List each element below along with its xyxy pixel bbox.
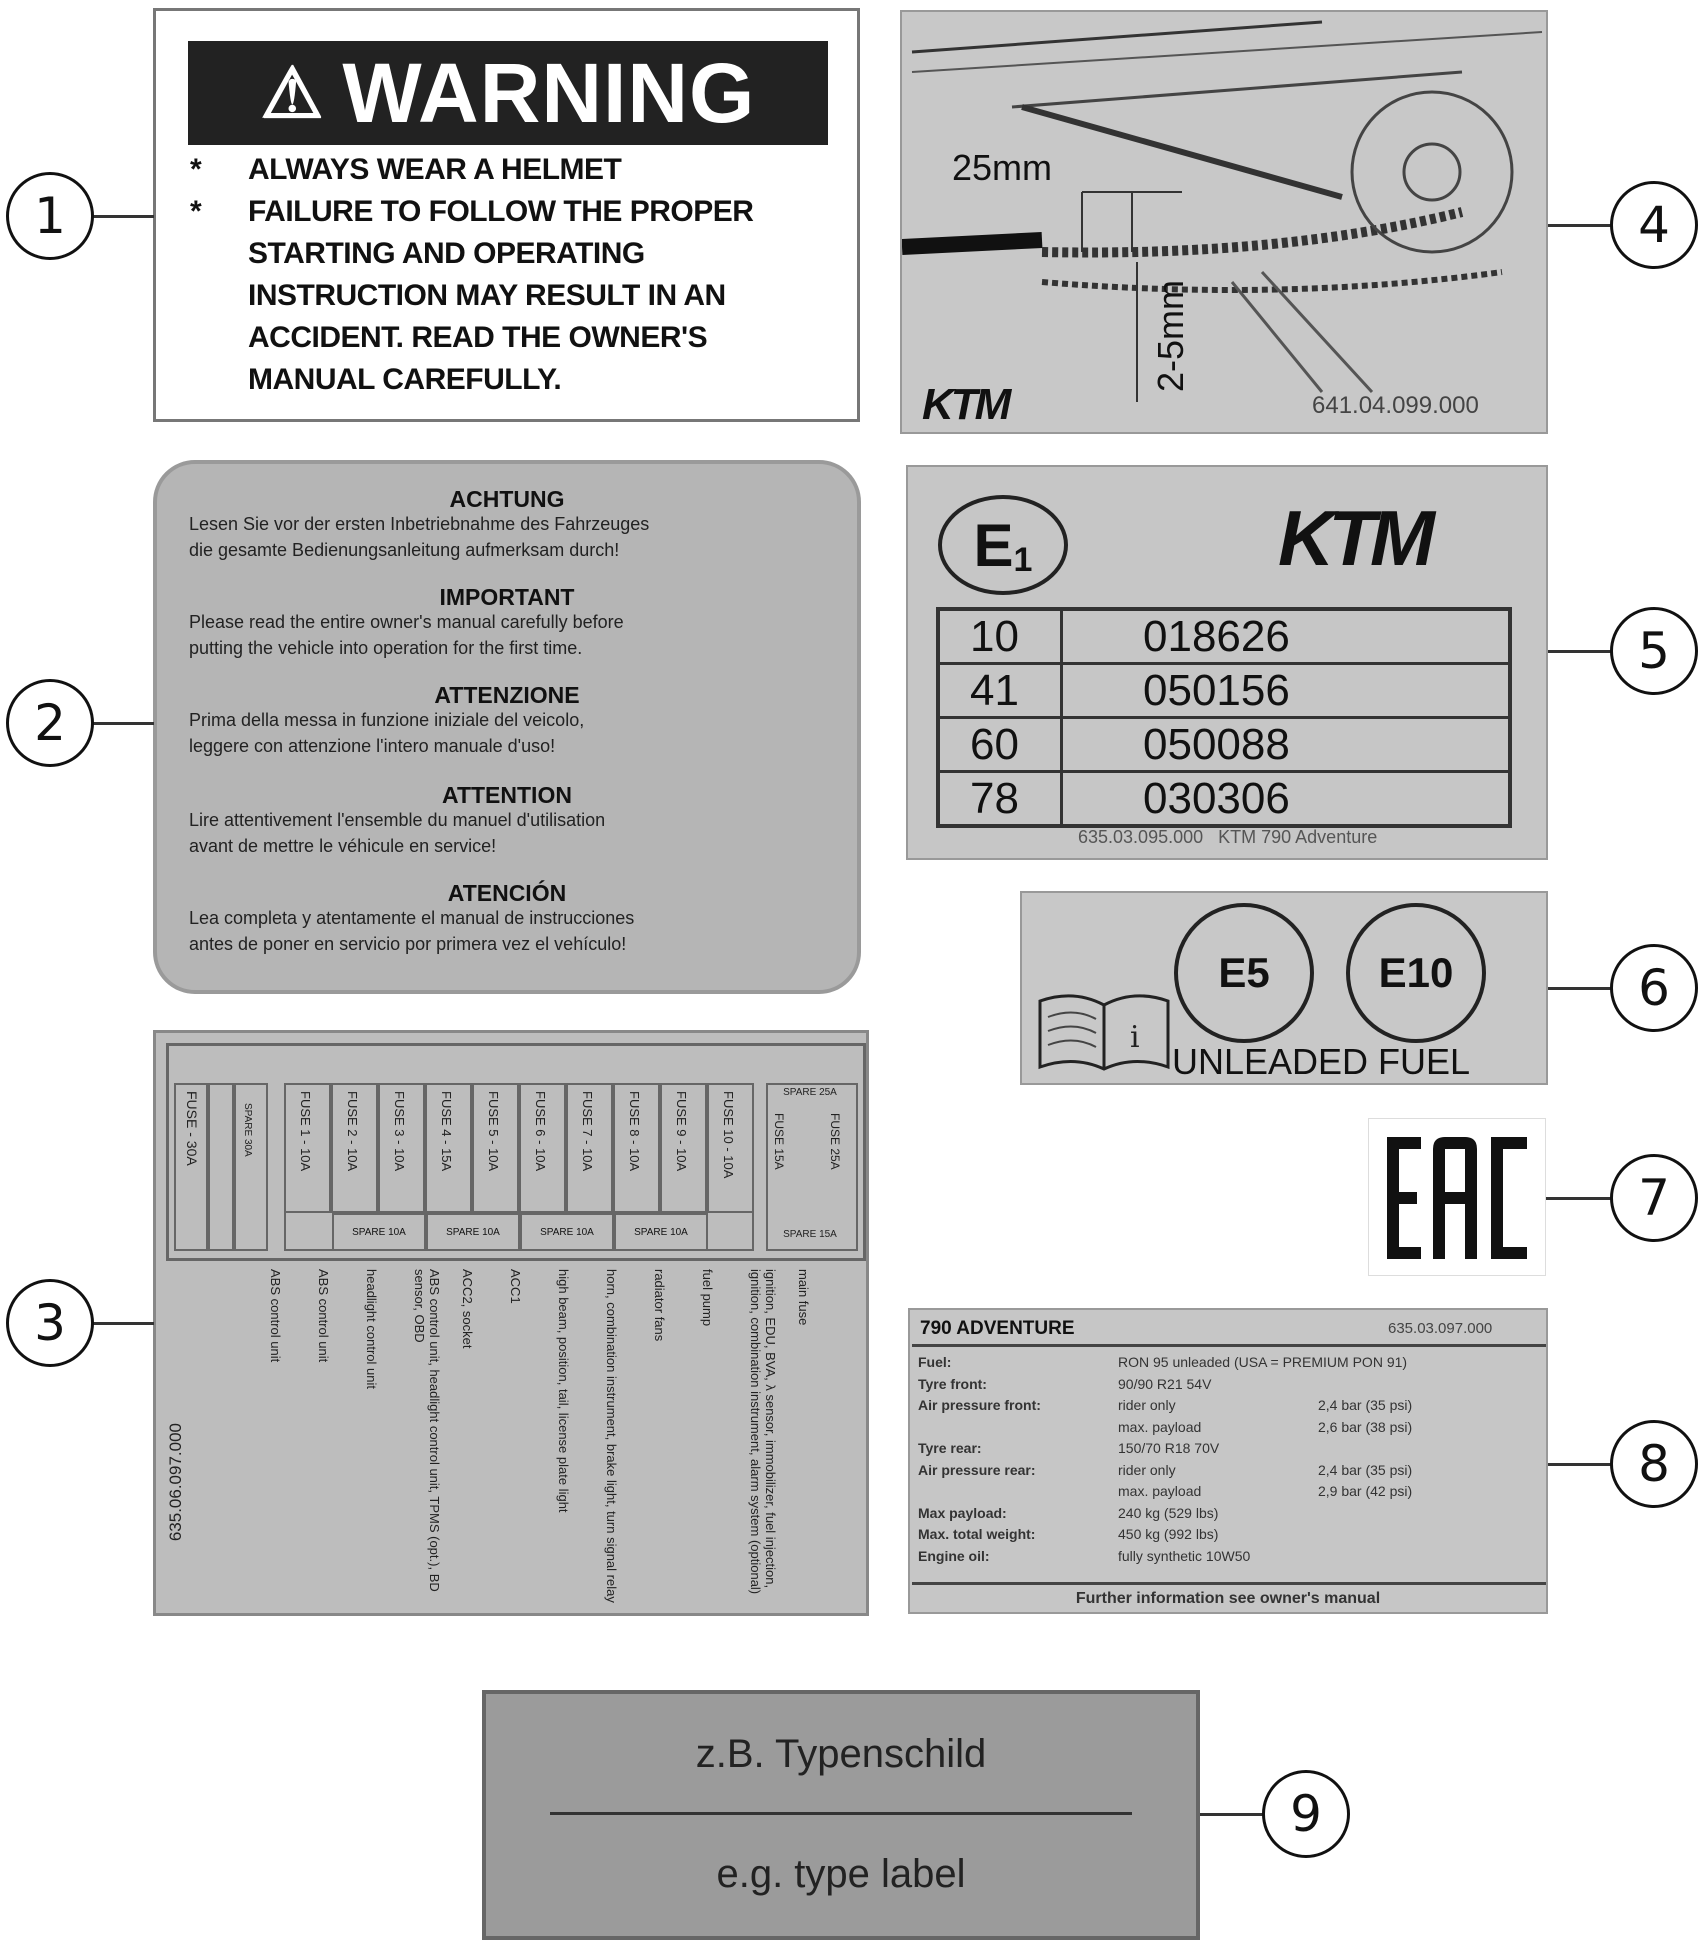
spec-pressure: 2,4 bar (35 psi) (1318, 1397, 1413, 1413)
spec-key: Max payload: (918, 1504, 1007, 1521)
warning-line: MANUAL CAREFULLY. (248, 363, 562, 396)
section-text: Please read the entire owner's manual carefully before (189, 612, 624, 632)
spec-pressure: 2,6 bar (38 psi) (1318, 1418, 1413, 1435)
section-heading: ATENCIÓN (447, 880, 567, 906)
section-text: Lesen Sie vor der ersten Inbetriebnahme des Fahrzeuges (189, 514, 650, 534)
manual-reference: Further information see owner's manual (1075, 1590, 1381, 1607)
table-cell: 60 (938, 718, 1062, 772)
section-text: antes de poner en servicio por primera vez el vehículo! (189, 934, 627, 954)
warning-label (153, 8, 860, 422)
section-heading: ACHTUNG (449, 486, 565, 512)
fuse-description: headlight control unit (364, 1269, 379, 1389)
warning-triangle-icon: ⚠ (260, 54, 325, 132)
spec-key: Air pressure front: (918, 1397, 1041, 1413)
fuse-description: ABS control unit (316, 1269, 331, 1363)
table-cell: 050156 (1062, 664, 1511, 718)
spec-value: fully synthetic 10W50 (1118, 1547, 1251, 1564)
ktm-logo: KTM (1278, 494, 1429, 582)
spec-key: Tyre front: (918, 1375, 987, 1392)
spare-slot: SPARE 10A (614, 1213, 708, 1251)
callout-3: 3 (6, 1279, 94, 1367)
unleaded-fuel-caption: UNLEADED FUEL (1172, 1041, 1471, 1082)
warning-line: STARTING AND OPERATING (248, 237, 645, 270)
spec-value: 150/70 R18 70V (1118, 1440, 1220, 1456)
callout-2: 2 (6, 679, 94, 767)
fuel-label (1020, 891, 1548, 1085)
divider (550, 1812, 1132, 1815)
spec-key: Air pressure rear: (918, 1461, 1036, 1478)
fuse-description: ABS control unit, headlight control unit, TPMS (opt.), BD sensor, OBD (412, 1269, 442, 1592)
fuse-slot-label: FUSE 8 - 10A (627, 1091, 642, 1172)
warning-line: INSTRUCTION MAY RESULT IN AN (248, 279, 726, 312)
bullet: * (190, 153, 202, 186)
model-title: 790 ADVENTURE (920, 1318, 1075, 1339)
tyre-info-label (908, 1308, 1548, 1614)
warning-line: ALWAYS WEAR A HELMET (248, 153, 622, 186)
eac-conformity-mark (1368, 1118, 1546, 1276)
type-label-en: e.g. type label (716, 1852, 966, 1896)
spec-value: RON 95 unleaded (USA = PREMIUM PON 91) (1118, 1354, 1408, 1370)
abs-fuse-15: FUSE 15A (772, 1113, 786, 1170)
spare-slot: SPARE 10A (332, 1213, 426, 1251)
fuse-slot-label: FUSE 3 - 10A (392, 1091, 407, 1172)
spec-value: 90/90 R21 54V (1118, 1375, 1212, 1392)
spec-value: max. payload (1118, 1418, 1202, 1435)
ktm-logo: KTM (922, 380, 1009, 429)
spec-key: Max. total weight: (918, 1526, 1036, 1542)
table-cell: 41 (938, 664, 1062, 718)
fuse-description: high beam, position, tail, license plate light (556, 1269, 571, 1513)
approval-number-table (936, 607, 1512, 828)
type-label-de: z.B. Typenschild (695, 1732, 987, 1776)
warning-banner-text: WARNING (342, 45, 756, 140)
callout-6: 6 (1610, 944, 1698, 1032)
warning-line: ACCIDENT. READ THE OWNER'S (248, 321, 708, 354)
callout-9: 9 (1262, 1770, 1350, 1858)
fuse-slot-label: FUSE 10 - 10A (721, 1091, 736, 1179)
fuse-description: radiator fans (652, 1269, 667, 1342)
abs-spare-bottom: SPARE 15A (783, 1229, 837, 1240)
dimension-vertical: 2-5mm (1150, 280, 1191, 393)
section-heading: IMPORTANT (439, 584, 575, 610)
table-row (938, 772, 1510, 827)
fuse-description: ignition, EDU, BVA, λ sensor, immobilizer, fuel injection, ignition, combination instrument, alarm system (optional) (748, 1269, 778, 1595)
spec-value: max. payload (1118, 1483, 1202, 1499)
fuse-slot-label: FUSE 6 - 10A (533, 1091, 548, 1172)
section-text: Lire attentivement l'ensemble du manuel d'utilisation (189, 810, 606, 830)
callout-8: 8 (1610, 1420, 1698, 1508)
fuse-slot-label: FUSE 1 - 10A (298, 1091, 313, 1172)
fuse-slot-label: FUSE 4 - 15A (439, 1091, 454, 1172)
fuse-box-label (153, 1030, 869, 1616)
fuse-description: ABS control unit (268, 1269, 283, 1363)
callout-7: 7 (1610, 1154, 1698, 1242)
spec-key: Fuel: (918, 1354, 952, 1370)
e5-badge: E5 (1174, 903, 1314, 1043)
callout-5: 5 (1610, 607, 1698, 695)
spec-value: 450 kg (992 lbs) (1118, 1526, 1219, 1542)
fuse-slot-label: FUSE 5 - 10A (486, 1091, 501, 1172)
table-row (938, 609, 1510, 664)
dimension-horizontal: 25mm (952, 147, 1053, 188)
spec-key: Tyre rear: (918, 1440, 982, 1456)
table-cell: 78 (938, 772, 1062, 827)
section-text: Prima della messa in funzione iniziale del veicolo, (189, 710, 585, 730)
section-text: putting the vehicle into operation for the first time. (189, 638, 583, 658)
fuse-description: fuel pump (700, 1269, 715, 1327)
table-row (938, 718, 1510, 772)
table-cell: 050088 (1062, 718, 1511, 772)
type-label-placeholder (482, 1690, 1200, 1940)
fuse-slot-label: FUSE 2 - 10A (345, 1091, 360, 1172)
homologation-label (906, 465, 1548, 860)
section-heading: ATTENTION (442, 782, 572, 808)
spare-slot: SPARE 10A (520, 1213, 614, 1251)
spare-30-label: SPARE 30A (242, 1103, 253, 1157)
fuse-label-part-number: 635.06.097.000 (166, 1423, 185, 1542)
spare-divider (208, 1083, 234, 1251)
warning-line: FAILURE TO FOLLOW THE PROPER (248, 195, 754, 228)
spec-key: Engine oil: (918, 1547, 990, 1564)
fuse-description: horn, combination instrument, brake light, turn signal relay (604, 1269, 619, 1603)
warning-banner (188, 41, 828, 145)
bullet: * (190, 195, 202, 228)
spec-value: rider only (1118, 1461, 1176, 1478)
e1-subscript: 1 (1013, 540, 1033, 579)
fuse-slot-label: FUSE 7 - 10A (580, 1091, 595, 1172)
spec-value: rider only (1118, 1397, 1176, 1413)
fuse-slot-label: FUSE 9 - 10A (674, 1091, 689, 1172)
e1-letter: E (973, 511, 1014, 579)
section-text: die gesamte Bedienungsanleitung aufmerksam durch! (189, 540, 620, 560)
table-row (938, 664, 1510, 718)
spec-pressure: 2,9 bar (42 psi) (1318, 1483, 1413, 1499)
homologation-footer: 635.03.095.000 KTM 790 Adventure (1078, 827, 1378, 847)
multilingual-notice-label (153, 460, 861, 994)
abs-fuse-25: FUSE 25A (828, 1113, 842, 1170)
fuse-description: ACC2, socket (460, 1269, 475, 1349)
fuse-description: main fuse (796, 1269, 811, 1326)
svg-text:i: i (1130, 1020, 1140, 1055)
table-cell: 030306 (1062, 772, 1511, 827)
abs-spare-top: SPARE 25A (783, 1087, 837, 1098)
eac-logo-icon (1369, 1119, 1547, 1277)
main-fuse-label: FUSE - 30A (184, 1091, 200, 1166)
chain-tension-label (900, 10, 1548, 434)
fuse-description: ACC1 (508, 1269, 523, 1304)
e1-mark (938, 495, 1068, 595)
section-text: avant de mettre le véhicule en service! (189, 836, 497, 856)
section-heading: ATTENZIONE (434, 682, 580, 708)
e10-badge: E10 (1346, 903, 1486, 1043)
spec-pressure: 2,4 bar (35 psi) (1318, 1461, 1413, 1478)
tyre-label-part-number: 635.03.097.000 (1388, 1320, 1493, 1337)
callout-4: 4 (1610, 181, 1698, 269)
section-text: leggere con attenzione l'intero manuale d'uso! (189, 736, 556, 756)
section-text: Lea completa y atentamente el manual de instrucciones (189, 908, 635, 928)
table-cell: 018626 (1143, 611, 1290, 661)
callout-1: 1 (6, 172, 94, 260)
spec-value: 240 kg (529 lbs) (1118, 1504, 1219, 1521)
owners-manual-info-icon (1034, 987, 1174, 1073)
spare-slot: SPARE 10A (426, 1213, 520, 1251)
chain-label-part-number: 641.04.099.000 (1312, 392, 1479, 419)
chain-diagram (902, 12, 1550, 436)
table-cell: 10 (938, 609, 1062, 664)
